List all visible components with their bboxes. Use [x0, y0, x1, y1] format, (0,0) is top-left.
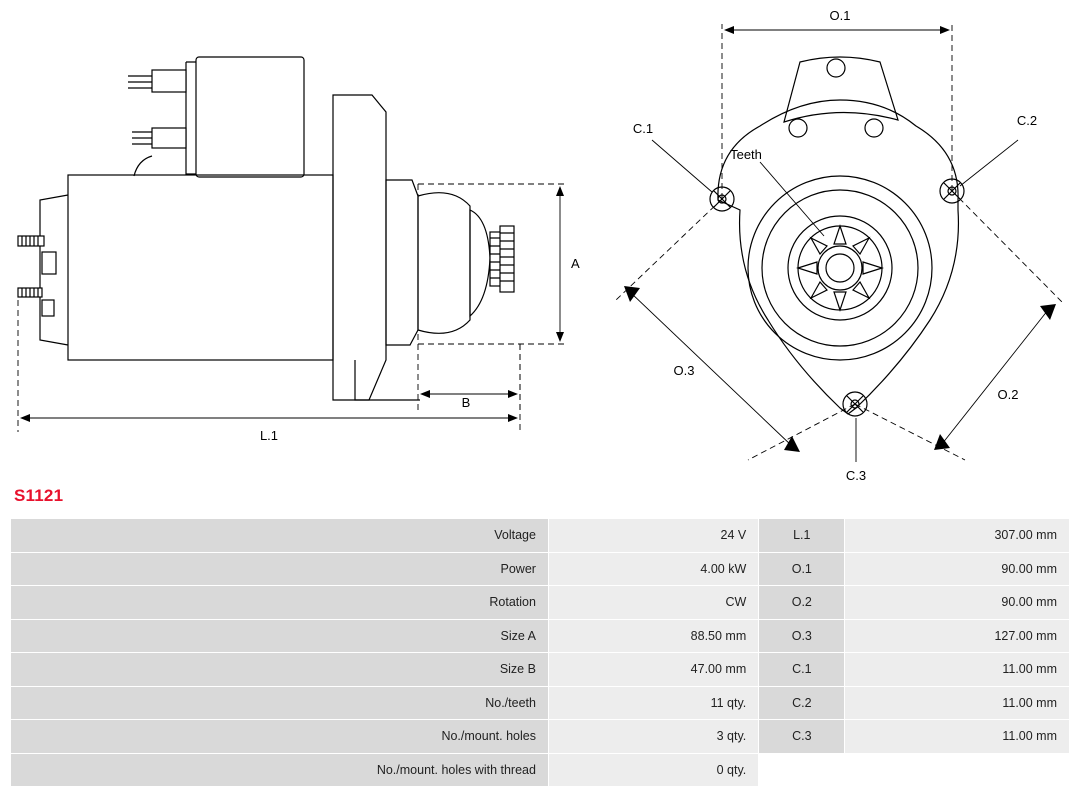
spec-label: Power [11, 552, 549, 586]
dimension-value: 307.00 mm [845, 519, 1070, 553]
label-o1: O.1 [829, 8, 851, 23]
dimension-label: O.3 [759, 619, 845, 653]
front-view-dimension-lines [616, 24, 1062, 462]
dimension-value: 127.00 mm [845, 619, 1070, 653]
table-row [11, 653, 1070, 687]
spec-label: Size B [11, 653, 549, 687]
side-view-dimension-lines [18, 184, 568, 432]
table-row [11, 586, 1070, 620]
label-o2: O.2 [997, 387, 1019, 402]
table-row [11, 552, 1070, 586]
label-o3: O.3 [673, 363, 695, 378]
spec-value: 47.00 mm [548, 653, 758, 687]
starter-side-view-drawing [18, 57, 514, 400]
starter-front-view-drawing [710, 57, 964, 416]
dimension-label: C.1 [759, 653, 845, 687]
label-teeth: Teeth [730, 147, 762, 162]
dimension-value: 90.00 mm [845, 552, 1070, 586]
label-c3: C.3 [845, 468, 867, 483]
dimension-value: 11.00 mm [845, 686, 1070, 720]
dimension-label: O.2 [759, 586, 845, 620]
table-row [11, 619, 1070, 653]
empty-cell [759, 753, 845, 787]
spec-label: No./mount. holes with thread [11, 753, 549, 787]
spec-label: No./teeth [11, 686, 549, 720]
spec-value: 11 qty. [548, 686, 758, 720]
dimension-label: C.3 [759, 720, 845, 754]
label-size-a: A [571, 256, 580, 271]
spec-value: 3 qty. [548, 720, 758, 754]
dimension-value: 11.00 mm [845, 720, 1070, 754]
empty-cell [845, 753, 1070, 787]
table-row [11, 720, 1070, 754]
spec-label: Voltage [11, 519, 549, 553]
label-size-b: B [461, 395, 471, 410]
label-c2: C.2 [1016, 113, 1038, 128]
dimension-value: 11.00 mm [845, 653, 1070, 687]
spec-value: 88.50 mm [548, 619, 758, 653]
table-row [11, 753, 1070, 787]
spec-value: 0 qty. [548, 753, 758, 787]
spec-value: 4.00 kW [548, 552, 758, 586]
side-view-labels [260, 256, 580, 443]
table-row [11, 686, 1070, 720]
label-length-l1: L.1 [259, 428, 279, 443]
dimension-label: C.2 [759, 686, 845, 720]
label-c1: C.1 [632, 121, 654, 136]
dimension-value: 90.00 mm [845, 586, 1070, 620]
dimension-label: O.1 [759, 552, 845, 586]
table-row [11, 519, 1070, 553]
spec-value: 24 V [548, 519, 758, 553]
part-code: S1121 [14, 486, 64, 505]
spec-label: Rotation [11, 586, 549, 620]
front-view-labels [633, 8, 1037, 483]
spec-label: No./mount. holes [11, 720, 549, 754]
specifications-table [10, 518, 1070, 787]
spec-label: Size A [11, 619, 549, 653]
spec-value: CW [548, 586, 758, 620]
dimension-label: L.1 [759, 519, 845, 553]
